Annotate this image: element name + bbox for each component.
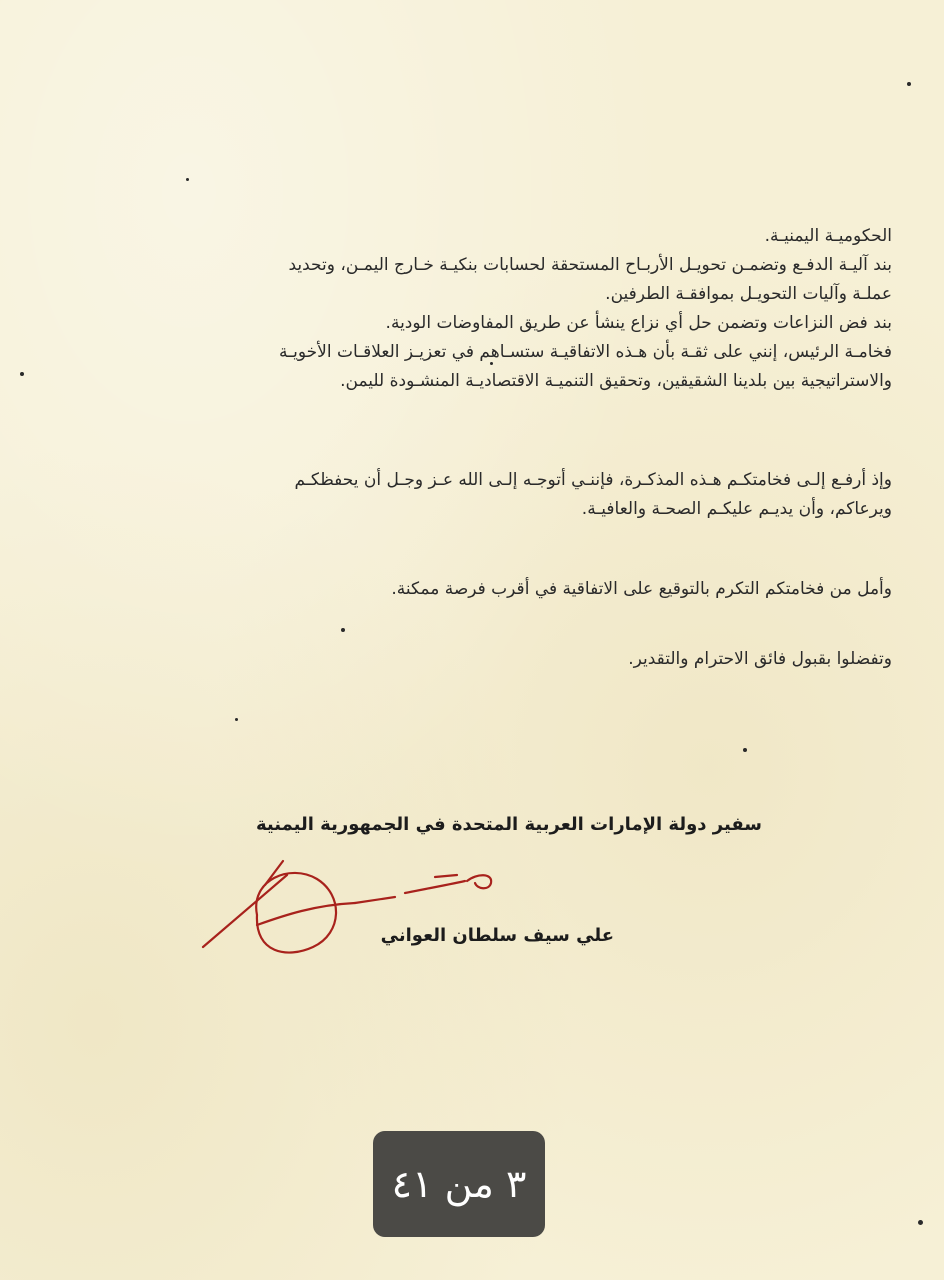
ink-speck (235, 718, 238, 721)
paragraph-1-line: الحكوميـة اليمنيـة. (764, 226, 892, 246)
paragraph-3 (52, 575, 892, 604)
paragraph-1-line: عملـة وآليات التحويـل بموافقـة الطرفين. (605, 284, 892, 304)
ink-speck (186, 178, 189, 181)
paragraph-1-line: بند آليـة الدفـع وتضمـن تحويـل الأربـاح المستحقة لحسابات بنكيـة خـارج اليمـن، وتحديد (288, 255, 892, 275)
ink-speck (918, 1220, 923, 1225)
signatory-name: علي سيف سلطان العواني (380, 925, 614, 946)
paragraph-1-line: والاستراتيجية بين بلدينا الشقيقين، وتحقيق التنميـة الاقتصاديـة المنشـودة لليمن. (340, 371, 892, 391)
paragraph-2-line: وإذ أرفـع إلـى فخامتكـم هـذه المذكـرة، فإننـي أتوجـه إلـى الله عـز وجـل أن يحفظكـم (294, 470, 892, 490)
paragraph-2-line: ويرعاكم، وأن يديـم عليكـم الصحـة والعافيـة. (581, 499, 892, 519)
ink-speck (743, 748, 747, 752)
paragraph-1 (52, 222, 892, 396)
paragraph-1-line: بند فض النزاعات وتضمن حل أي نزاع ينشأ عن طريق المفاوضات الودية. (385, 313, 892, 333)
closing-line-text: وتفضلوا بقبول فائق الاحترام والتقدير. (628, 649, 892, 669)
paragraph-2 (52, 466, 892, 524)
closing-line (52, 645, 892, 674)
paragraph-3-line: وأمل من فخامتكم التكرم بالتوقيع على الاتفاقية في أقرب فرصة ممكنة. (391, 579, 892, 599)
page-indicator: ٣ من ٤١ (373, 1131, 545, 1237)
ink-speck (20, 372, 24, 376)
ink-speck (341, 628, 345, 632)
paragraph-1-line: فخامـة الرئيس، إنني على ثقـة بأن هـذه الاتفاقيـة ستسـاهم في تعزيـز العلاقـات الأخويـة (279, 342, 892, 362)
handwritten-signature (195, 855, 505, 965)
ink-speck (907, 82, 911, 86)
signatory-title: سفير دولة الإمارات العربية المتحدة في الجمهورية اليمنية (255, 814, 762, 835)
